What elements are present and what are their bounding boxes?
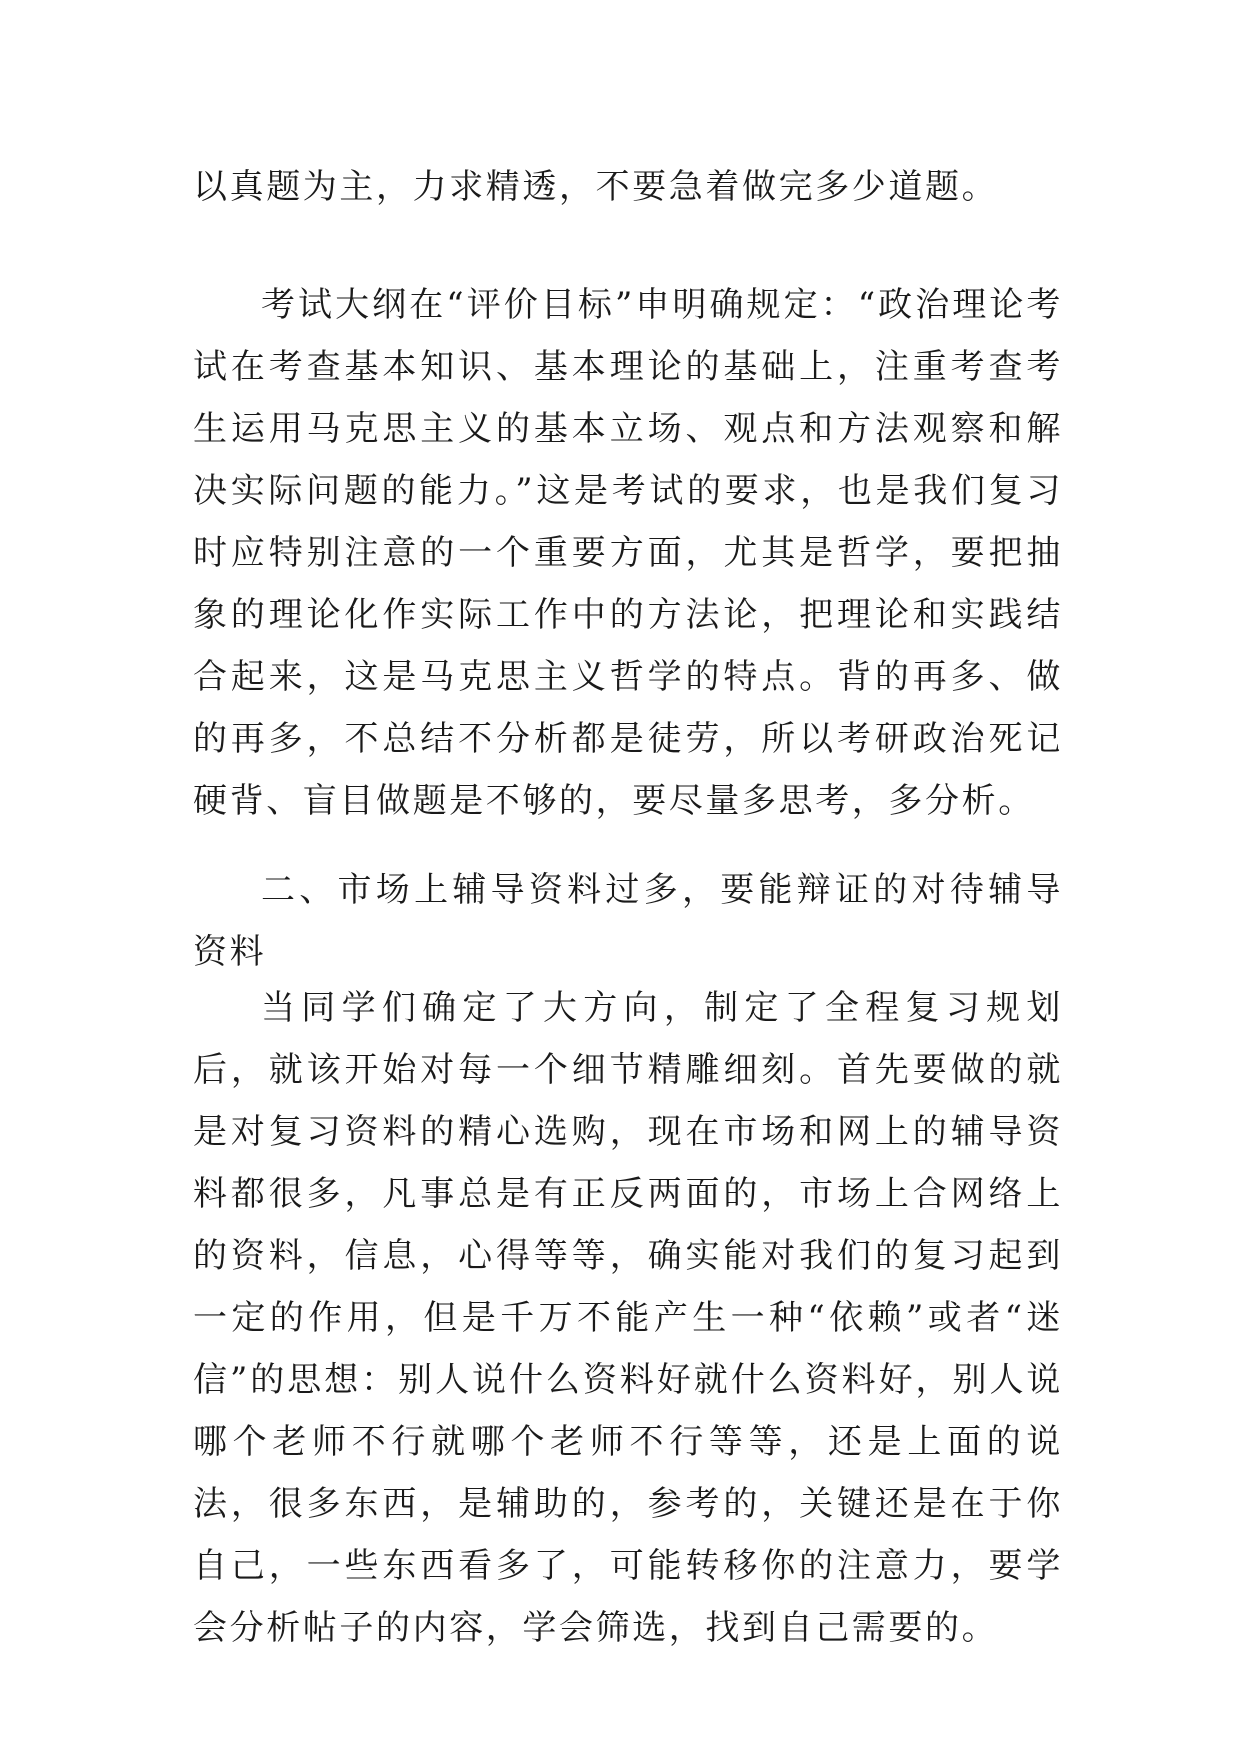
paragraph-continuation: 以真题为主，力求精透，不要急着做完多少道题。	[193, 167, 999, 207]
paragraph-exam-outline: 考试大纲在“评价目标”申明确规定：“政治理论考试在考查基本知识、基本理论的基础上，注重考查考生运用马克思主义的基本立场、观点和方法观察和解决实际问题的能力。”这是考试的要求，也是我们复习时应特别注意的一个重要方面，尤其是哲学，要把抽象的理论化作实际工作中的方法论，把理论和实践结合起来，这是马克思主义哲学的特点。背的再多、做的再多，不总结不分析都是徒劳，所以考研政治死记硬背、盲目做题是不够的，要尽量多思考，多分析。	[193, 285, 1063, 821]
section-heading-two: 二、市场上辅导资料过多，要能辩证的对待辅导资料	[193, 870, 1063, 972]
paragraph-materials: 当同学们确定了大方向，制定了全程复习规划后，就该开始对每一个细节精雕细刻。首先要做的就是对复习资料的精心选购，现在市场和网上的辅导资料都很多，凡事总是有正反两面的，市场上合网络上的资料，信息，心得等等，确实能对我们的复习起到一定的作用，但是千万不能产生一种“依赖”或者“迷信”的思想：别人说什么资料好就什么资料好，别人说哪个老师不行就哪个老师不行等等，还是上面的说法，很多东西，是辅助的，参考的，关键还是在于你自己，一些东西看多了，可能转移你的注意力，要学会分析帖子的内容，学会筛选，找到自己需要的。	[193, 988, 1063, 1648]
